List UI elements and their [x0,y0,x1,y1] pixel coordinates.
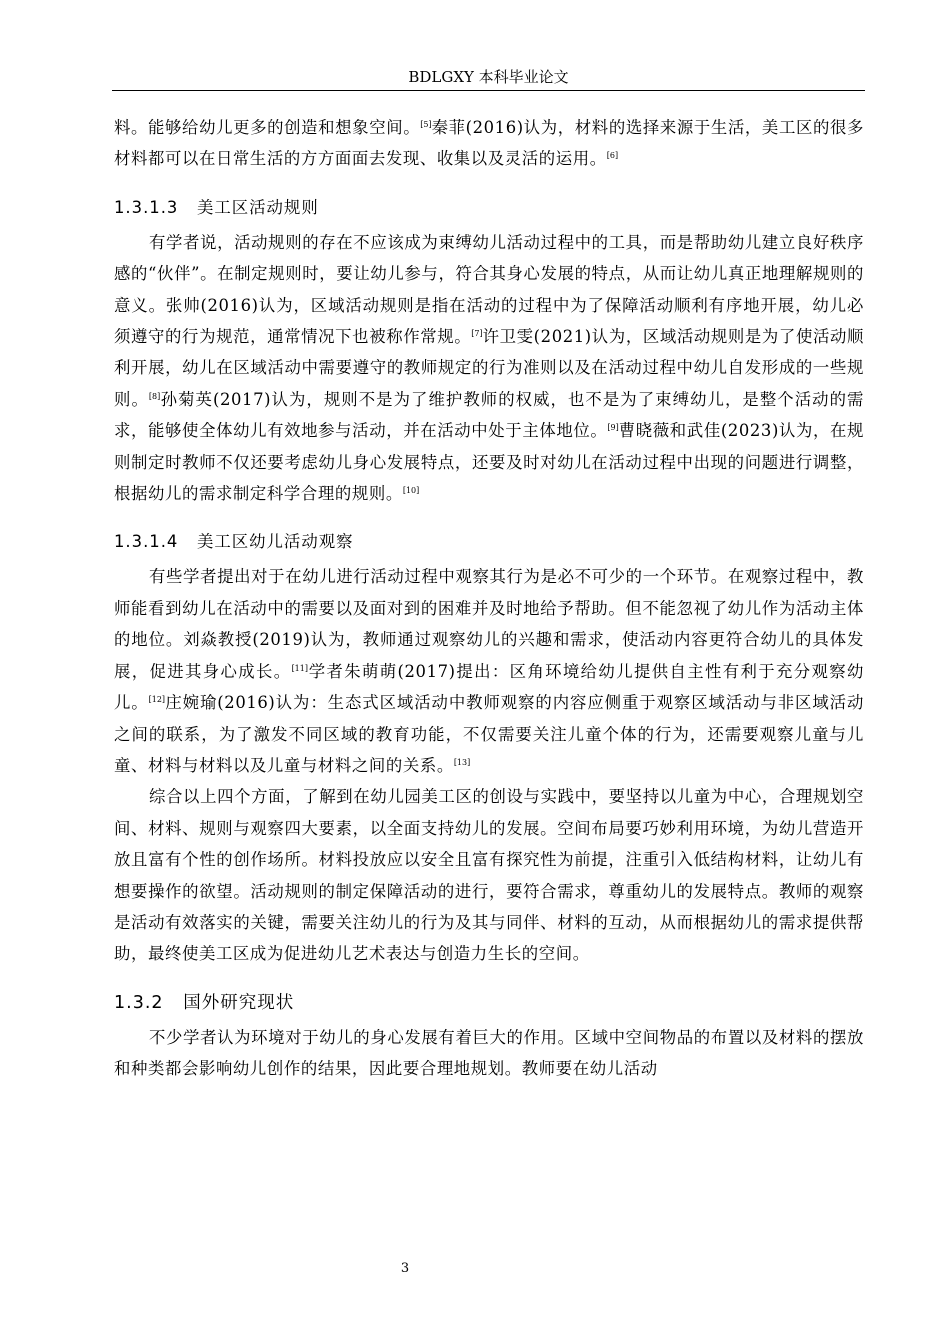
heading-title: 美工区幼儿活动观察 [196,532,354,552]
section-heading-1-3-2 [114,970,864,1022]
citation-ref: [9] [607,423,619,433]
paragraph-activity-rules [114,227,864,510]
citation-ref: [7] [471,329,483,339]
paragraph-text: 学者朱萌萌(2017)提出：区角环境给幼儿提供自主性有利于充分观察幼儿。 [114,661,865,713]
paragraph-text: 孙菊英(2017)认为，规则不是为了维护教师的权威，也不是为了束缚幼儿，是整个活动的需求，能够使全体幼儿有效地参与活动，并在活动中处于主体地位。 [114,389,864,441]
paragraph-observation [114,561,864,781]
section-heading-1-3-1-3 [114,175,864,227]
citation-ref: [8] [148,391,161,401]
paragraph-text: 不少学者认为环境对于幼儿的身心发展有着巨大的作用。区域中空间物品的布置以及材料的摆放和种类都会影响幼儿创作的结果，因此要合理地规划。教师要在幼儿活动 [114,1027,864,1079]
paragraph-text: 有学者说，活动规则的存在不应该成为束缚幼儿活动过程中的工具，而是帮助幼儿建立良好秩序感的“伙伴”。在制定规则时，要让幼儿参与，符合其身心发展的特点，从而让幼儿真正地理解规则的意义。张帅(2016)认为，区域活动规则是指在活动的过程中为了保障活动顺利有序地开展，幼儿必须遵守的行为规范，通常情况下也被称作常规。 [114,232,864,347]
page-number [0,1260,810,1278]
heading-number: 1.3.1.4 [114,532,179,552]
heading-number: 1.3.2 [114,992,164,1013]
heading-title: 美工区活动规则 [196,197,319,217]
paragraph-text: 秦菲(2016)认为，材料的选择来源于生活，美工区的很多材料都可以在日常生活的方方面面去发现、收集以及灵活的运用。 [114,118,864,169]
paragraph-foreign-research [114,1022,864,1085]
document-body [114,112,864,1085]
paragraph-text: 庄婉瑜(2016)认为：生态式区域活动中教师观察的内容应侧重于观察区域活动与非区域活动之间的联系，为了激发不同区域的教育功能，不仅需要关注儿童个体的行为，还需要观察儿童与儿童、材料与材料以及儿童与材料之间的关系。 [114,693,864,775]
page-header [112,66,865,91]
paragraph-text: 综合以上四个方面，了解到在幼儿园美工区的创设与实践中，要坚持以儿童为中心，合理规划空间、材料、规则与观察四大要素，以全面支持幼儿的发展。空间布局要巧妙利用环境，为幼儿营造开放且富有个性的创作场所。材料投放应以安全且富有探究性为前提，注重引入低结构材料，让幼儿有想要操作的欲望。活动规则的制定保障活动的进行，要符合需求，尊重幼儿的发展特点。教师的观察是活动有效落实的关键，需要关注幼儿的行为及其与同伴、材料的互动，从而根据幼儿的需求提供帮助，最终使美工区成为促进幼儿艺术表达与创造力生长的空间。 [114,787,864,964]
page-number-text: 3 [400,1261,410,1276]
citation-ref: [13] [453,757,471,767]
citation-ref: [5] [420,120,432,129]
paragraph-text: 料。能够给幼儿更多的创造和想象空间。 [114,118,421,137]
citation-ref: [10] [402,486,420,496]
paragraph-text: 有些学者提出对于在幼儿进行活动过程中观察其行为是必不可少的一个环节。在观察过程中，教师能看到幼儿在活动中的需要以及面对到的困难并及时地给予帮助。但不能忽视了幼儿作为活动主体的地位。刘焱教授(2019)认为，教师通过观察幼儿的兴趣和需求，使活动内容更符合幼儿的具体发展，促进其身心成长。 [114,567,864,681]
section-heading-1-3-1-4 [114,509,864,561]
citation-ref: [6] [606,151,619,161]
paragraph-materials-end [114,112,864,175]
citation-ref: [12] [148,695,166,705]
citation-ref: [11] [291,663,308,673]
paragraph-text: 许卫雯(2021)认为，区域活动规则是为了使活动顺利开展，幼儿在区域活动中需要遵守的教师规定的行为准则以及在活动过程中幼儿自发形成的一些规则。 [114,327,864,409]
paragraph-summary [114,781,864,969]
heading-number: 1.3.1.3 [114,197,179,217]
paragraph-text: 曹晓薇和武佳(2023)认为，在规则制定时教师不仅还要考虑幼儿身心发展特点，还要及时对幼儿在活动过程中出现的问题进行调整，根据幼儿的需求制定科学合理的规则。 [114,421,865,504]
heading-title: 国外研究现状 [183,992,295,1013]
header-title: BDLGXY 本科毕业论文 [408,68,569,86]
